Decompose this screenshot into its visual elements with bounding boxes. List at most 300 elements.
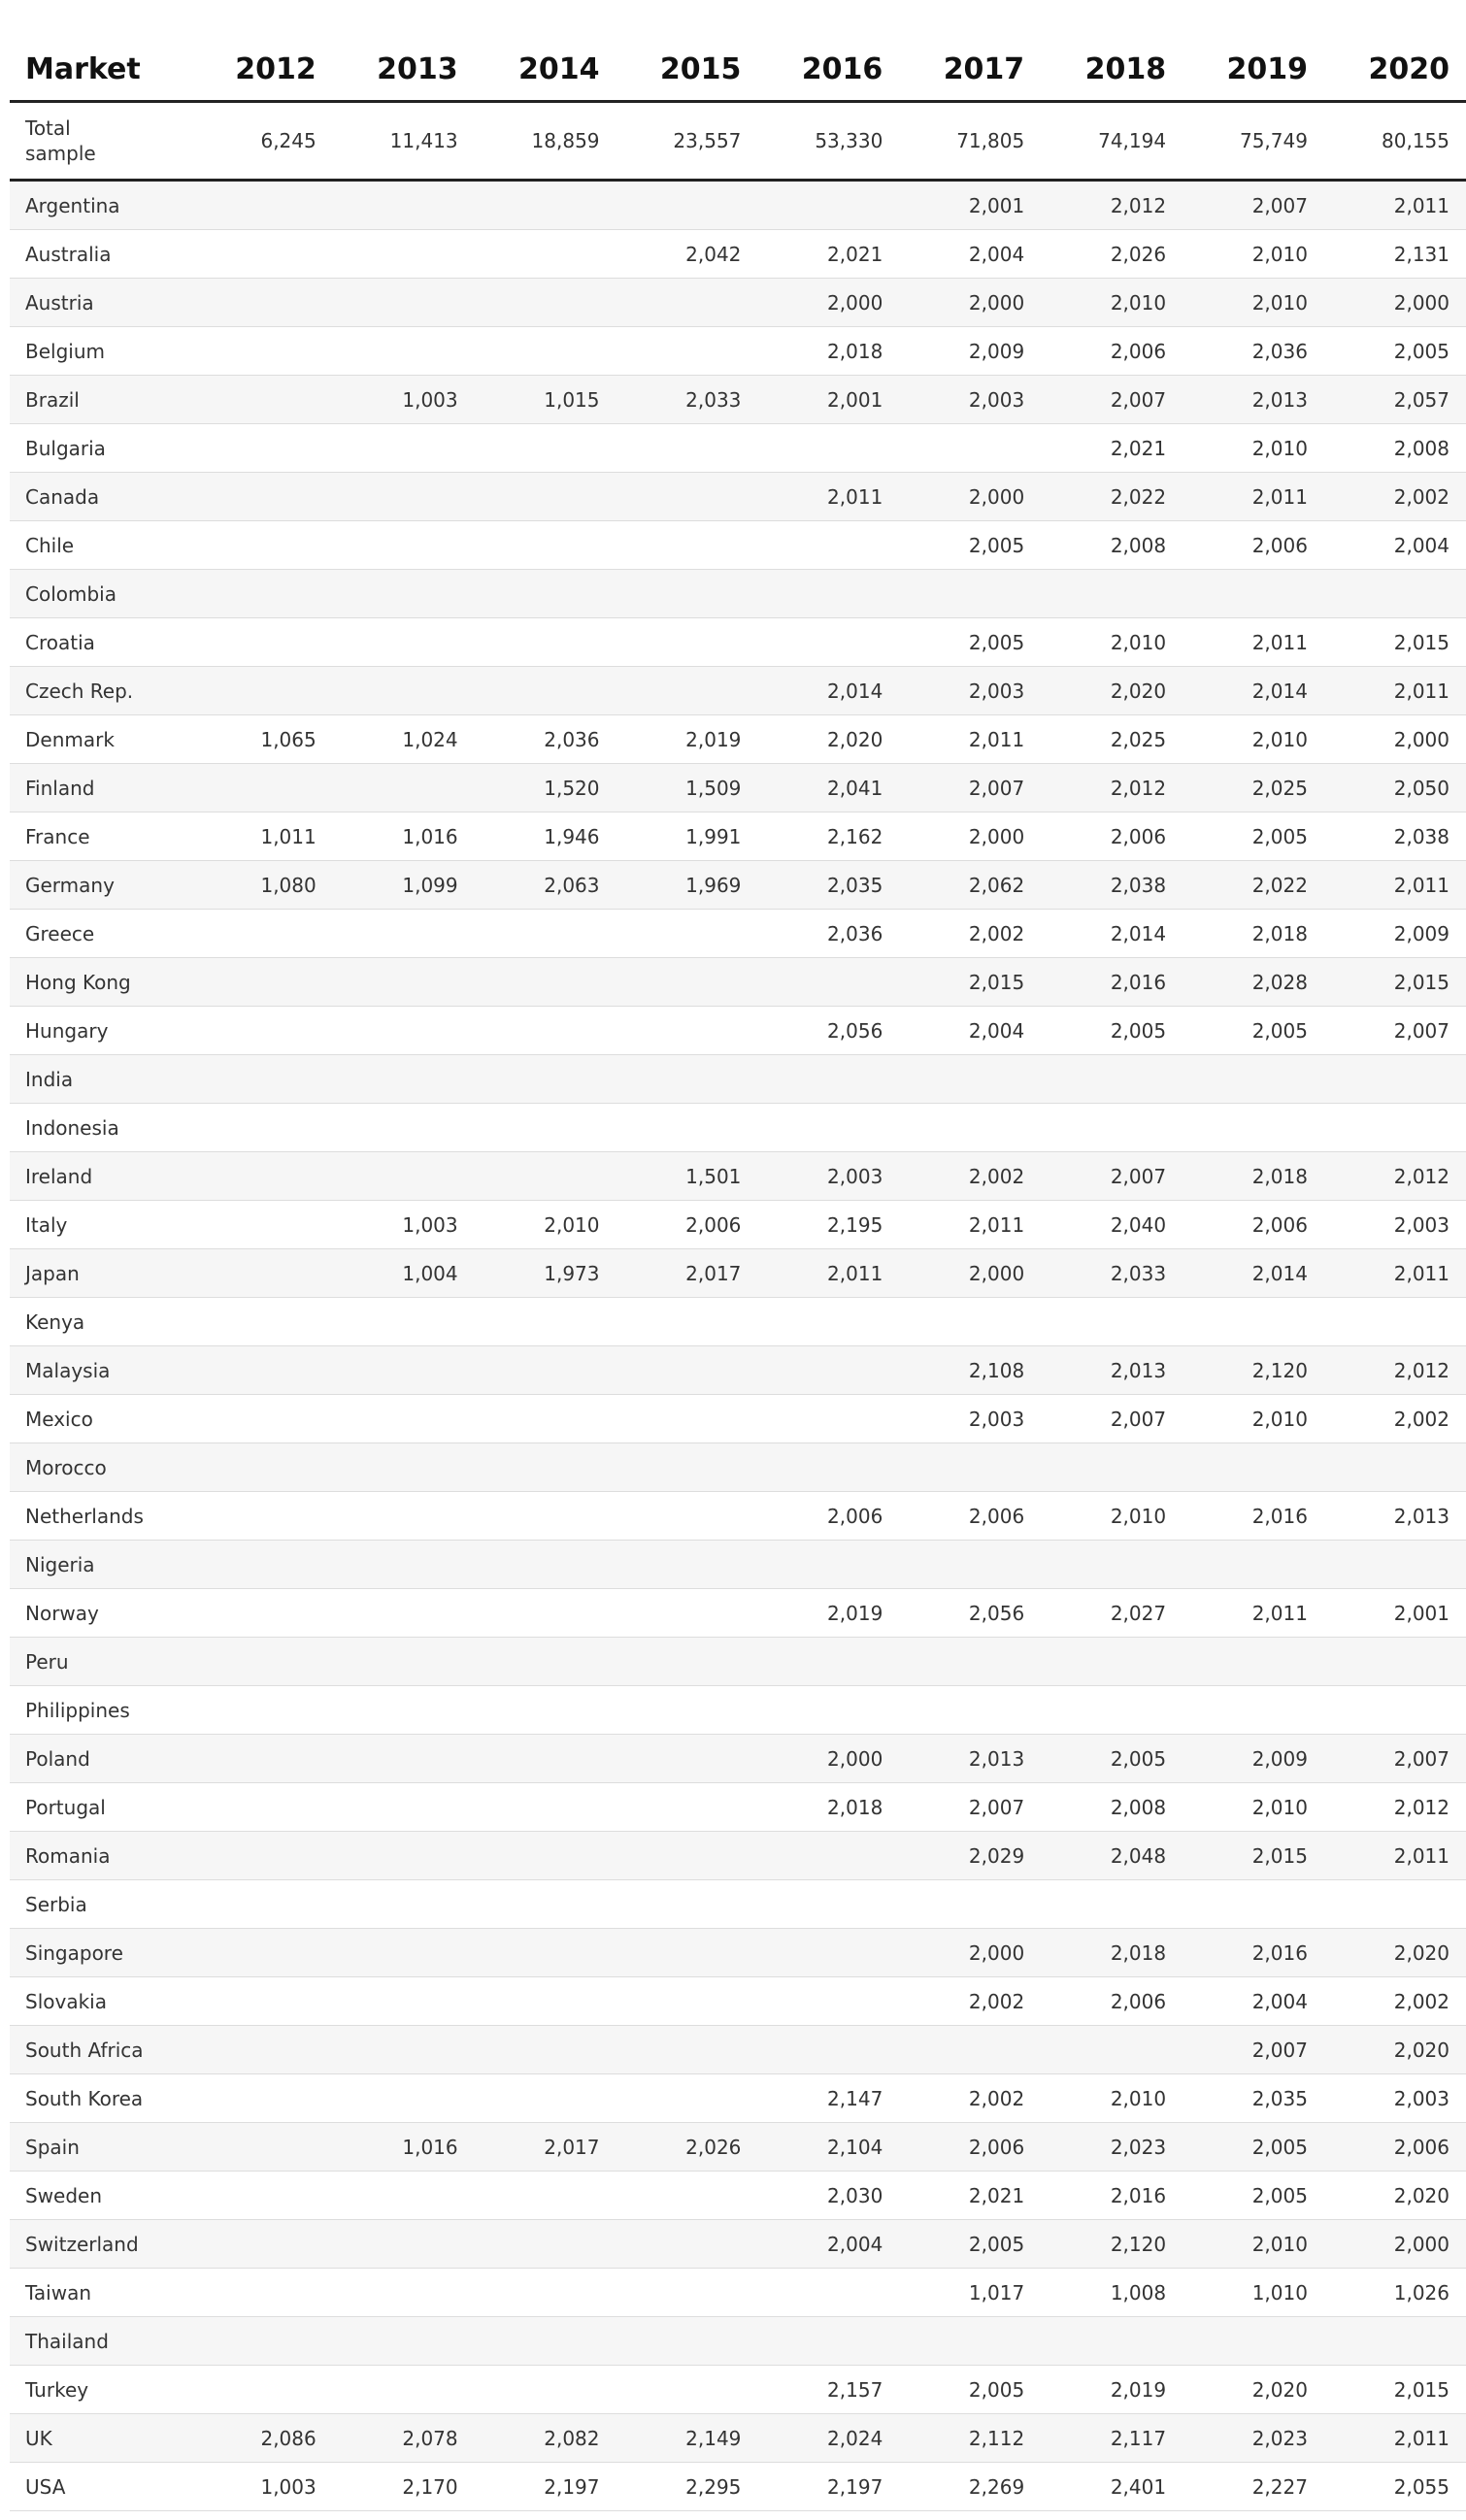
sample-size-cell <box>1324 2317 1466 2366</box>
sample-size-cell <box>333 1055 475 1104</box>
sample-size-cell <box>1041 1541 1183 1589</box>
market-name-cell: Taiwan <box>10 2269 191 2317</box>
sample-size-cell <box>191 230 333 279</box>
sample-size-cell <box>899 1541 1041 1589</box>
sample-size-cell <box>616 2026 758 2074</box>
market-row <box>10 1055 1466 1104</box>
sample-size-cell: 2,038 <box>1324 812 1466 861</box>
sample-size-cell <box>616 521 758 570</box>
market-name-cell: Nigeria <box>10 1541 191 1589</box>
sample-size-cell: 2,010 <box>1041 279 1183 327</box>
sample-size-cell <box>333 1589 475 1638</box>
sample-size-cell <box>333 1346 475 1395</box>
sample-size-cell: 2,005 <box>899 2220 1041 2269</box>
sample-size-cell <box>757 1929 899 1977</box>
sample-size-cell <box>333 279 475 327</box>
sample-size-cell: 2,401 <box>1041 2463 1183 2511</box>
sample-size-cell <box>333 424 475 473</box>
sample-size-cell <box>1041 2026 1183 2074</box>
sample-size-cell <box>191 1638 333 1686</box>
market-row <box>10 181 1466 230</box>
sample-size-cell: 2,002 <box>1324 1395 1466 1443</box>
sample-size-cell: 2,003 <box>899 376 1041 424</box>
sample-size-cell <box>899 1298 1041 1346</box>
sample-size-cell: 2,030 <box>757 2172 899 2220</box>
sample-size-cell <box>333 667 475 715</box>
market-name-cell: Denmark <box>10 715 191 764</box>
sample-size-cell: 2,010 <box>1041 618 1183 667</box>
sample-size-cell: 2,010 <box>1183 1783 1324 1832</box>
market-name-cell: Greece <box>10 910 191 958</box>
sample-size-cell: 2,003 <box>899 1395 1041 1443</box>
sample-size-cell: 2,007 <box>899 764 1041 812</box>
sample-size-cell: 2,010 <box>1183 279 1324 327</box>
sample-size-cell <box>333 570 475 618</box>
sample-size-cell <box>191 910 333 958</box>
year-column-header: 2015 <box>616 39 758 102</box>
sample-size-cell <box>1183 1055 1324 1104</box>
sample-size-cell: 2,020 <box>1183 2366 1324 2414</box>
sample-size-cell <box>475 618 616 667</box>
total-sample-cell: 18,859 <box>475 102 616 181</box>
sample-size-cell <box>899 2317 1041 2366</box>
sample-size-cell: 2,149 <box>616 2414 758 2463</box>
sample-size-cell <box>1324 1104 1466 1152</box>
sample-size-cell <box>475 2026 616 2074</box>
market-row <box>10 2269 1466 2317</box>
sample-size-cell: 2,055 <box>1324 2463 1466 2511</box>
total-sample-cell: 75,749 <box>1183 102 1324 181</box>
sample-size-cell: 2,020 <box>757 715 899 764</box>
total-sample-row <box>10 102 1466 181</box>
sample-size-cell <box>616 424 758 473</box>
sample-size-cell: 2,120 <box>1041 2220 1183 2269</box>
sample-size-cell: 1,004 <box>333 1249 475 1298</box>
market-row <box>10 1783 1466 1832</box>
sample-size-cell: 2,038 <box>1041 861 1183 910</box>
sample-size-cell: 2,162 <box>757 812 899 861</box>
sample-size-cell <box>475 1104 616 1152</box>
sample-size-cell <box>475 1346 616 1395</box>
sample-size-cell <box>616 2220 758 2269</box>
sample-size-cell: 2,007 <box>1324 1007 1466 1055</box>
sample-size-cell: 2,005 <box>899 2366 1041 2414</box>
market-name-cell: Italy <box>10 1201 191 1249</box>
sample-size-cell: 2,036 <box>1183 327 1324 376</box>
sample-size-cell: 2,016 <box>1041 958 1183 1007</box>
sample-size-cell: 1,015 <box>475 376 616 424</box>
sample-size-cell: 2,012 <box>1041 181 1183 230</box>
market-name-cell: UK <box>10 2414 191 2463</box>
market-row <box>10 1104 1466 1152</box>
sample-size-cell <box>616 1492 758 1541</box>
market-name-cell: Spain <box>10 2123 191 2172</box>
sample-size-cell: 2,005 <box>899 521 1041 570</box>
sample-size-cell: 2,027 <box>1041 1589 1183 1638</box>
market-name-cell: Singapore <box>10 1929 191 1977</box>
sample-size-cell <box>191 1541 333 1589</box>
sample-size-cell <box>333 1686 475 1735</box>
total-sample-cell: 11,413 <box>333 102 475 181</box>
sample-size-cell <box>333 1783 475 1832</box>
sample-size-cell: 2,015 <box>899 958 1041 1007</box>
sample-size-cell: 2,012 <box>1324 1783 1466 1832</box>
sample-size-cell: 2,021 <box>757 230 899 279</box>
sample-size-cell: 2,011 <box>1183 1589 1324 1638</box>
sample-size-cell <box>475 473 616 521</box>
market-row <box>10 570 1466 618</box>
sample-size-cell <box>1324 1541 1466 1589</box>
sample-size-cell <box>899 1443 1041 1492</box>
sample-size-cell <box>475 181 616 230</box>
market-name-cell: France <box>10 812 191 861</box>
sample-size-cell <box>475 424 616 473</box>
sample-size-cell <box>475 230 616 279</box>
market-name-cell: India <box>10 1055 191 1104</box>
sample-size-cell: 2,005 <box>899 618 1041 667</box>
sample-size-cell <box>191 2074 333 2123</box>
sample-size-cell <box>333 1443 475 1492</box>
sample-size-cell <box>333 618 475 667</box>
sample-size-cell: 2,011 <box>1324 1832 1466 1880</box>
sample-size-cell <box>191 1735 333 1783</box>
sample-size-cell: 2,007 <box>1041 376 1183 424</box>
sample-size-cell <box>191 1152 333 1201</box>
sample-size-cell <box>757 2317 899 2366</box>
market-name-cell: Brazil <box>10 376 191 424</box>
market-row <box>10 1929 1466 1977</box>
sample-size-cell: 2,016 <box>1041 2172 1183 2220</box>
sample-size-cell: 2,029 <box>899 1832 1041 1880</box>
sample-size-cell <box>616 1638 758 1686</box>
sample-size-cell <box>616 667 758 715</box>
sample-size-cell <box>333 2172 475 2220</box>
sample-size-cell <box>616 1686 758 1735</box>
sample-size-cell: 2,004 <box>899 230 1041 279</box>
sample-size-cell <box>191 1249 333 1298</box>
sample-size-cell: 1,969 <box>616 861 758 910</box>
sample-size-cell <box>757 1880 899 1929</box>
sample-size-cell <box>191 2123 333 2172</box>
sample-size-cell: 2,009 <box>1183 1735 1324 1783</box>
sample-size-cell: 1,016 <box>333 2123 475 2172</box>
sample-size-cell: 2,020 <box>1324 2026 1466 2074</box>
sample-size-cell: 1,065 <box>191 715 333 764</box>
sample-size-cell <box>899 424 1041 473</box>
market-row <box>10 2123 1466 2172</box>
market-row <box>10 861 1466 910</box>
market-row <box>10 1007 1466 1055</box>
year-column-header: 2014 <box>475 39 616 102</box>
sample-size-cell <box>475 1832 616 1880</box>
sample-size-cell: 2,012 <box>1041 764 1183 812</box>
market-row <box>10 1152 1466 1201</box>
sample-size-cell: 2,011 <box>899 1201 1041 1249</box>
sample-size-cell <box>616 570 758 618</box>
sample-size-cell <box>191 764 333 812</box>
sample-size-cell <box>475 1443 616 1492</box>
sample-size-cell <box>616 910 758 958</box>
total-sample-cell: 80,155 <box>1324 102 1466 181</box>
year-column-header: 2018 <box>1041 39 1183 102</box>
sample-size-cell <box>475 1055 616 1104</box>
sample-size-cell <box>475 958 616 1007</box>
sample-size-cell: 2,011 <box>757 473 899 521</box>
sample-size-cell <box>899 1055 1041 1104</box>
sample-size-cell: 1,946 <box>475 812 616 861</box>
sample-size-cell: 2,042 <box>616 230 758 279</box>
total-sample-cell: 71,805 <box>899 102 1041 181</box>
market-row <box>10 2366 1466 2414</box>
sample-size-cell: 2,011 <box>899 715 1041 764</box>
market-name-cell: Indonesia <box>10 1104 191 1152</box>
sample-size-cell: 2,000 <box>1324 715 1466 764</box>
sample-size-cell <box>1041 1055 1183 1104</box>
sample-size-cell: 2,012 <box>1324 1346 1466 1395</box>
market-name-cell: Morocco <box>10 1443 191 1492</box>
market-name-cell: Mexico <box>10 1395 191 1443</box>
market-name-cell: Turkey <box>10 2366 191 2414</box>
sample-size-cell <box>616 1880 758 1929</box>
sample-size-cell <box>1041 1686 1183 1735</box>
sample-size-cell: 2,009 <box>1324 910 1466 958</box>
sample-size-cell: 2,006 <box>899 1492 1041 1541</box>
sample-size-cell <box>191 1492 333 1541</box>
total-sample-cell: 74,194 <box>1041 102 1183 181</box>
market-row <box>10 1492 1466 1541</box>
sample-size-cell <box>475 1735 616 1783</box>
sample-size-cell <box>1041 1880 1183 1929</box>
sample-size-cell <box>191 2366 333 2414</box>
sample-size-cell <box>616 2172 758 2220</box>
sample-size-cell: 2,006 <box>1183 521 1324 570</box>
sample-size-cell <box>191 1929 333 1977</box>
sample-size-cell: 2,024 <box>757 2414 899 2463</box>
sample-size-cell <box>191 1783 333 1832</box>
sample-size-cell <box>333 327 475 376</box>
market-name-cell: Philippines <box>10 1686 191 1735</box>
sample-size-cell <box>475 2172 616 2220</box>
sample-size-cell <box>757 1104 899 1152</box>
sample-size-cell <box>191 181 333 230</box>
sample-size-cell <box>475 1007 616 1055</box>
sample-size-cell: 2,014 <box>1183 667 1324 715</box>
sample-size-cell: 2,022 <box>1041 473 1183 521</box>
sample-size-cell: 2,014 <box>1183 1249 1324 1298</box>
market-row <box>10 1977 1466 2026</box>
sample-size-cell <box>757 1443 899 1492</box>
sample-size-cell: 2,011 <box>1183 473 1324 521</box>
sample-size-cell: 2,025 <box>1041 715 1183 764</box>
sample-size-cell: 2,023 <box>1041 2123 1183 2172</box>
sample-size-cell <box>475 1492 616 1541</box>
sample-size-cell <box>191 279 333 327</box>
sample-size-cell <box>191 1055 333 1104</box>
sample-size-cell <box>757 521 899 570</box>
sample-size-cell <box>333 764 475 812</box>
sample-size-cell: 2,010 <box>1183 230 1324 279</box>
sample-size-cell: 2,010 <box>1041 2074 1183 2123</box>
market-name-cell: USA <box>10 2463 191 2511</box>
sample-size-cell: 2,050 <box>1324 764 1466 812</box>
sample-size-cell <box>1041 1104 1183 1152</box>
sample-size-cell <box>333 2269 475 2317</box>
sample-size-cell <box>757 181 899 230</box>
sample-size-cell <box>191 618 333 667</box>
sample-size-cell <box>616 1977 758 2026</box>
sample-size-cell: 2,009 <box>899 327 1041 376</box>
total-sample-cell: 6,245 <box>191 102 333 181</box>
sample-size-cell <box>191 958 333 1007</box>
sample-size-cell <box>191 327 333 376</box>
sample-size-cell: 2,000 <box>899 1249 1041 1298</box>
market-column-header: Market <box>10 39 191 102</box>
market-name-cell: Argentina <box>10 181 191 230</box>
sample-size-cell <box>191 521 333 570</box>
sample-size-cell: 2,010 <box>1183 715 1324 764</box>
sample-size-cell: 2,000 <box>899 1929 1041 1977</box>
market-row <box>10 715 1466 764</box>
sample-size-cell <box>475 1929 616 1977</box>
sample-size-cell <box>333 1880 475 1929</box>
market-name-cell: Japan <box>10 1249 191 1298</box>
sample-size-cell: 2,014 <box>757 667 899 715</box>
sample-size-cell: 2,104 <box>757 2123 899 2172</box>
sample-size-cell <box>1183 1443 1324 1492</box>
sample-size-cell: 2,002 <box>1324 473 1466 521</box>
market-name-cell: Ireland <box>10 1152 191 1201</box>
sample-size-cell: 2,015 <box>1324 958 1466 1007</box>
market-name-cell: Hong Kong <box>10 958 191 1007</box>
sample-size-cell <box>616 279 758 327</box>
sample-size-cell <box>475 2269 616 2317</box>
sample-size-cell <box>191 1298 333 1346</box>
sample-size-cell: 2,007 <box>1183 2026 1324 2074</box>
sample-size-cell: 2,078 <box>333 2414 475 2463</box>
sample-size-cell <box>333 1152 475 1201</box>
sample-size-cell: 2,086 <box>191 2414 333 2463</box>
market-row <box>10 376 1466 424</box>
sample-size-cell <box>333 910 475 958</box>
sample-size-cell: 1,008 <box>1041 2269 1183 2317</box>
sample-size-cell: 2,005 <box>1183 2123 1324 2172</box>
sample-size-table-container <box>10 39 1449 2511</box>
sample-size-cell <box>475 1541 616 1589</box>
sample-size-cell: 1,003 <box>333 376 475 424</box>
sample-size-cell <box>333 521 475 570</box>
sample-size-cell: 2,011 <box>1183 618 1324 667</box>
sample-size-cell: 2,021 <box>1041 424 1183 473</box>
sample-size-cell <box>475 2074 616 2123</box>
sample-size-cell <box>475 521 616 570</box>
total-sample-cell: 53,330 <box>757 102 899 181</box>
sample-size-cell <box>333 2317 475 2366</box>
sample-size-cell: 2,016 <box>1183 1492 1324 1541</box>
market-name-cell: Poland <box>10 1735 191 1783</box>
year-column-header: 2013 <box>333 39 475 102</box>
sample-size-cell <box>333 1638 475 1686</box>
sample-size-cell: 2,011 <box>1324 181 1466 230</box>
sample-size-cell <box>1183 1638 1324 1686</box>
sample-size-cell <box>757 1977 899 2026</box>
sample-size-cell: 2,023 <box>1183 2414 1324 2463</box>
sample-size-cell <box>616 1298 758 1346</box>
market-row <box>10 910 1466 958</box>
sample-size-cell <box>616 2269 758 2317</box>
market-row <box>10 2026 1466 2074</box>
sample-size-cell <box>333 1832 475 1880</box>
market-row <box>10 1735 1466 1783</box>
sample-size-cell <box>475 1783 616 1832</box>
sample-size-cell <box>1041 1638 1183 1686</box>
sample-size-cell <box>616 473 758 521</box>
sample-size-cell <box>475 1638 616 1686</box>
sample-size-cell <box>475 1880 616 1929</box>
sample-size-cell <box>191 376 333 424</box>
sample-size-cell: 2,018 <box>757 327 899 376</box>
sample-size-cell <box>616 327 758 376</box>
sample-size-cell <box>191 2220 333 2269</box>
sample-size-cell: 2,005 <box>1041 1735 1183 1783</box>
market-name-cell: Belgium <box>10 327 191 376</box>
sample-size-cell <box>1324 1443 1466 1492</box>
sample-size-cell <box>1041 570 1183 618</box>
market-name-cell: Australia <box>10 230 191 279</box>
sample-size-cell: 2,040 <box>1041 1201 1183 1249</box>
sample-size-cell: 2,197 <box>757 2463 899 2511</box>
sample-size-cell <box>757 1832 899 1880</box>
sample-size-cell <box>616 2317 758 2366</box>
market-row <box>10 473 1466 521</box>
market-row <box>10 1638 1466 1686</box>
sample-size-cell <box>191 1007 333 1055</box>
sample-size-cell <box>616 1104 758 1152</box>
sample-size-cell <box>899 2026 1041 2074</box>
sample-size-cell: 2,020 <box>1324 2172 1466 2220</box>
sample-size-cell: 1,520 <box>475 764 616 812</box>
sample-size-cell: 2,056 <box>757 1007 899 1055</box>
market-name-cell: Peru <box>10 1638 191 1686</box>
sample-size-cell: 2,033 <box>616 376 758 424</box>
sample-size-cell <box>1183 2317 1324 2366</box>
sample-size-cell: 2,016 <box>1183 1929 1324 1977</box>
sample-size-cell: 2,006 <box>1324 2123 1466 2172</box>
market-row <box>10 1395 1466 1443</box>
sample-size-cell <box>757 1346 899 1395</box>
sample-size-cell: 2,001 <box>1324 1589 1466 1638</box>
sample-size-cell <box>475 279 616 327</box>
sample-size-cell <box>616 2366 758 2414</box>
sample-size-cell: 2,108 <box>899 1346 1041 1395</box>
sample-size-cell <box>475 1395 616 1443</box>
market-name-cell: Serbia <box>10 1880 191 1929</box>
sample-size-cell: 2,003 <box>1324 1201 1466 1249</box>
market-row <box>10 2074 1466 2123</box>
market-name-cell: Croatia <box>10 618 191 667</box>
sample-size-cell: 2,033 <box>1041 1249 1183 1298</box>
sample-size-cell: 1,003 <box>191 2463 333 2511</box>
sample-size-cell <box>191 1346 333 1395</box>
sample-size-cell: 2,013 <box>1041 1346 1183 1395</box>
sample-size-cell <box>757 1541 899 1589</box>
sample-size-cell <box>616 1007 758 1055</box>
sample-size-cell <box>1324 1880 1466 1929</box>
market-row <box>10 812 1466 861</box>
sample-size-cell <box>475 1977 616 2026</box>
sample-size-cell: 2,227 <box>1183 2463 1324 2511</box>
sample-size-cell <box>475 570 616 618</box>
sample-size-cell: 2,025 <box>1183 764 1324 812</box>
